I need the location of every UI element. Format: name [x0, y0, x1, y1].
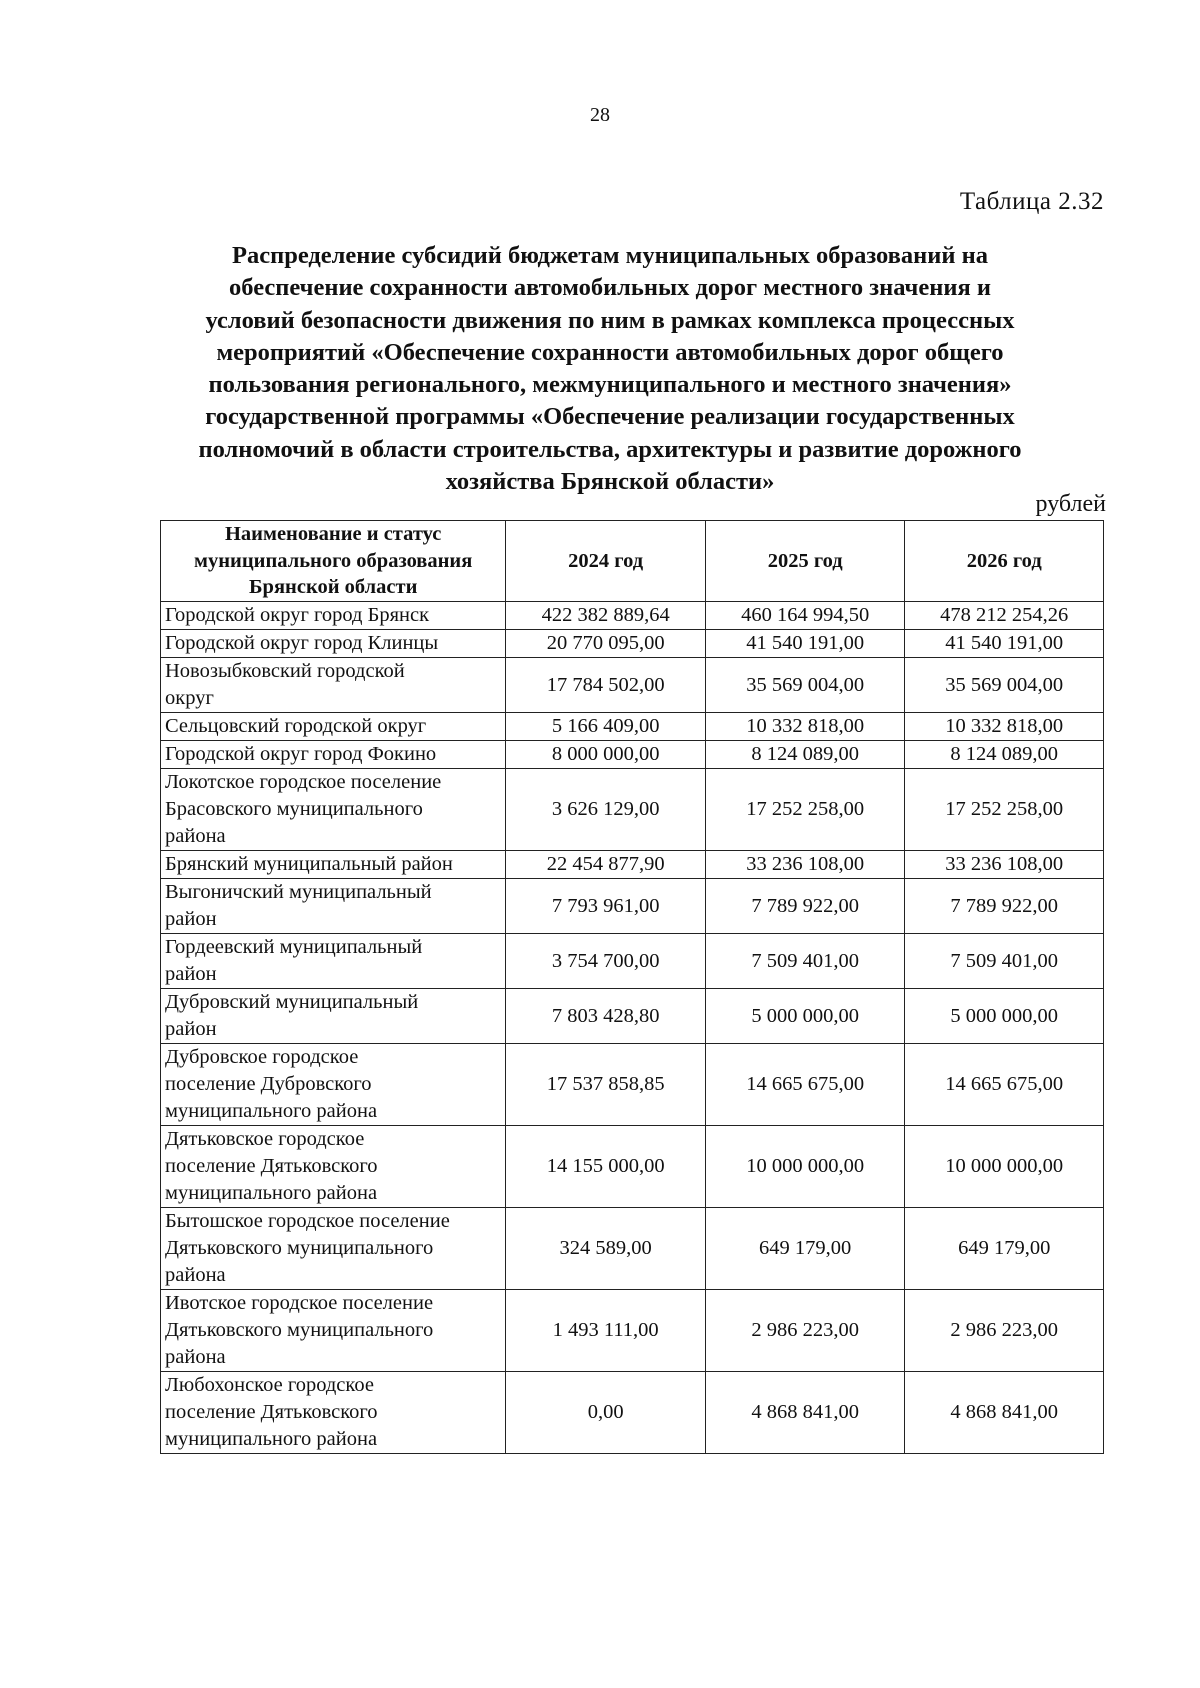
- table-header-row: [161, 521, 1104, 602]
- municipality-name-cell: Новозыбковский городской округ: [161, 658, 506, 713]
- municipality-name-cell: Городской округ город Брянск: [161, 602, 506, 630]
- table-row: [161, 1372, 1104, 1454]
- table-label: Таблица 2.32: [959, 188, 1104, 215]
- value-2026-cell: 2 986 223,00: [905, 1290, 1104, 1372]
- value-2025-cell: 14 665 675,00: [705, 1044, 905, 1126]
- table-row: [161, 602, 1104, 630]
- header-2026: 2026 год: [905, 521, 1104, 602]
- value-2024-cell: 5 166 409,00: [506, 713, 706, 741]
- value-2025-cell: 33 236 108,00: [705, 851, 905, 879]
- table-row: [161, 934, 1104, 989]
- value-2025-cell: 7 789 922,00: [705, 879, 905, 934]
- table-row: [161, 1290, 1104, 1372]
- table-body: [161, 602, 1104, 1454]
- municipality-name-cell: Дятьковское городское поселение Дятьковского муниципального района: [161, 1126, 506, 1208]
- value-2026-cell: 41 540 191,00: [905, 630, 1104, 658]
- table-row: [161, 1044, 1104, 1126]
- table-row: [161, 1126, 1104, 1208]
- value-2026-cell: 649 179,00: [905, 1208, 1104, 1290]
- value-2024-cell: 22 454 877,90: [506, 851, 706, 879]
- value-2024-cell: 14 155 000,00: [506, 1126, 706, 1208]
- value-2025-cell: 10 332 818,00: [705, 713, 905, 741]
- municipality-name-cell: Любохонское городское поселение Дятьковского муниципального района: [161, 1372, 506, 1454]
- value-2024-cell: 422 382 889,64: [506, 602, 706, 630]
- value-2026-cell: 4 868 841,00: [905, 1372, 1104, 1454]
- municipality-name-cell: Дубровское городское поселение Дубровского муниципального района: [161, 1044, 506, 1126]
- value-2026-cell: 10 000 000,00: [905, 1126, 1104, 1208]
- value-2026-cell: 17 252 258,00: [905, 769, 1104, 851]
- value-2025-cell: 10 000 000,00: [705, 1126, 905, 1208]
- municipality-name-cell: Локотское городское поселение Брасовского муниципального района: [161, 769, 506, 851]
- municipality-name-cell: Городской округ город Фокино: [161, 741, 506, 769]
- header-2024: 2024 год: [506, 521, 706, 602]
- value-2025-cell: 8 124 089,00: [705, 741, 905, 769]
- header-municipality: Наименование и статус муниципального образования Брянской области: [161, 521, 506, 602]
- value-2026-cell: 5 000 000,00: [905, 989, 1104, 1044]
- municipality-name-cell: Брянский муниципальный район: [161, 851, 506, 879]
- value-2024-cell: 7 803 428,80: [506, 989, 706, 1044]
- value-2026-cell: 35 569 004,00: [905, 658, 1104, 713]
- value-2024-cell: 17 537 858,85: [506, 1044, 706, 1126]
- page-number: 28: [590, 104, 610, 126]
- table-row: [161, 630, 1104, 658]
- header-2025: 2025 год: [705, 521, 905, 602]
- table-title: Распределение субсидий бюджетам муниципальных образований на обеспечение сохранности автомобильных дорог местного значения и условий безопасности движения по ним в рамках комплекса процессных мероприятий «Обеспечение сохранности автомобильных дорог общего пользования регионального, межмуниципального и местного значения» государственной программы «Обеспечение реализации государственных полномочий в области строительства, архитектуры и развитие дорожного хозяйства Брянской области»: [198, 242, 1022, 496]
- value-2026-cell: 8 124 089,00: [905, 741, 1104, 769]
- municipality-name-cell: Бытошское городское поселение Дятьковского муниципального района: [161, 1208, 506, 1290]
- value-2025-cell: 2 986 223,00: [705, 1290, 905, 1372]
- municipality-name-cell: Гордеевский муниципальный район: [161, 934, 506, 989]
- value-2026-cell: 7 509 401,00: [905, 934, 1104, 989]
- table-row: [161, 769, 1104, 851]
- table-row: [161, 989, 1104, 1044]
- municipality-name-cell: Дубровский муниципальный район: [161, 989, 506, 1044]
- table-row: [161, 713, 1104, 741]
- municipality-name-cell: Городской округ город Клинцы: [161, 630, 506, 658]
- value-2025-cell: 4 868 841,00: [705, 1372, 905, 1454]
- value-2025-cell: 460 164 994,50: [705, 602, 905, 630]
- municipality-name-cell: Сельцовский городской округ: [161, 713, 506, 741]
- value-2025-cell: 7 509 401,00: [705, 934, 905, 989]
- units-label: рублей: [1035, 491, 1106, 517]
- value-2024-cell: 8 000 000,00: [506, 741, 706, 769]
- table-row: [161, 851, 1104, 879]
- value-2024-cell: 7 793 961,00: [506, 879, 706, 934]
- value-2024-cell: 1 493 111,00: [506, 1290, 706, 1372]
- value-2026-cell: 478 212 254,26: [905, 602, 1104, 630]
- value-2025-cell: 17 252 258,00: [705, 769, 905, 851]
- value-2024-cell: 20 770 095,00: [506, 630, 706, 658]
- value-2025-cell: 41 540 191,00: [705, 630, 905, 658]
- value-2024-cell: 0,00: [506, 1372, 706, 1454]
- municipality-name-cell: Выгоничский муниципальный район: [161, 879, 506, 934]
- table-row: [161, 879, 1104, 934]
- subsidy-table: [160, 520, 1104, 1454]
- value-2024-cell: 3 626 129,00: [506, 769, 706, 851]
- value-2024-cell: 324 589,00: [506, 1208, 706, 1290]
- value-2025-cell: 649 179,00: [705, 1208, 905, 1290]
- value-2026-cell: 14 665 675,00: [905, 1044, 1104, 1126]
- value-2024-cell: 3 754 700,00: [506, 934, 706, 989]
- table-row: [161, 1208, 1104, 1290]
- value-2025-cell: 5 000 000,00: [705, 989, 905, 1044]
- value-2025-cell: 35 569 004,00: [705, 658, 905, 713]
- municipality-name-cell: Ивотское городское поселение Дятьковского муниципального района: [161, 1290, 506, 1372]
- value-2026-cell: 10 332 818,00: [905, 713, 1104, 741]
- table-row: [161, 741, 1104, 769]
- value-2024-cell: 17 784 502,00: [506, 658, 706, 713]
- value-2026-cell: 7 789 922,00: [905, 879, 1104, 934]
- table-row: [161, 658, 1104, 713]
- value-2026-cell: 33 236 108,00: [905, 851, 1104, 879]
